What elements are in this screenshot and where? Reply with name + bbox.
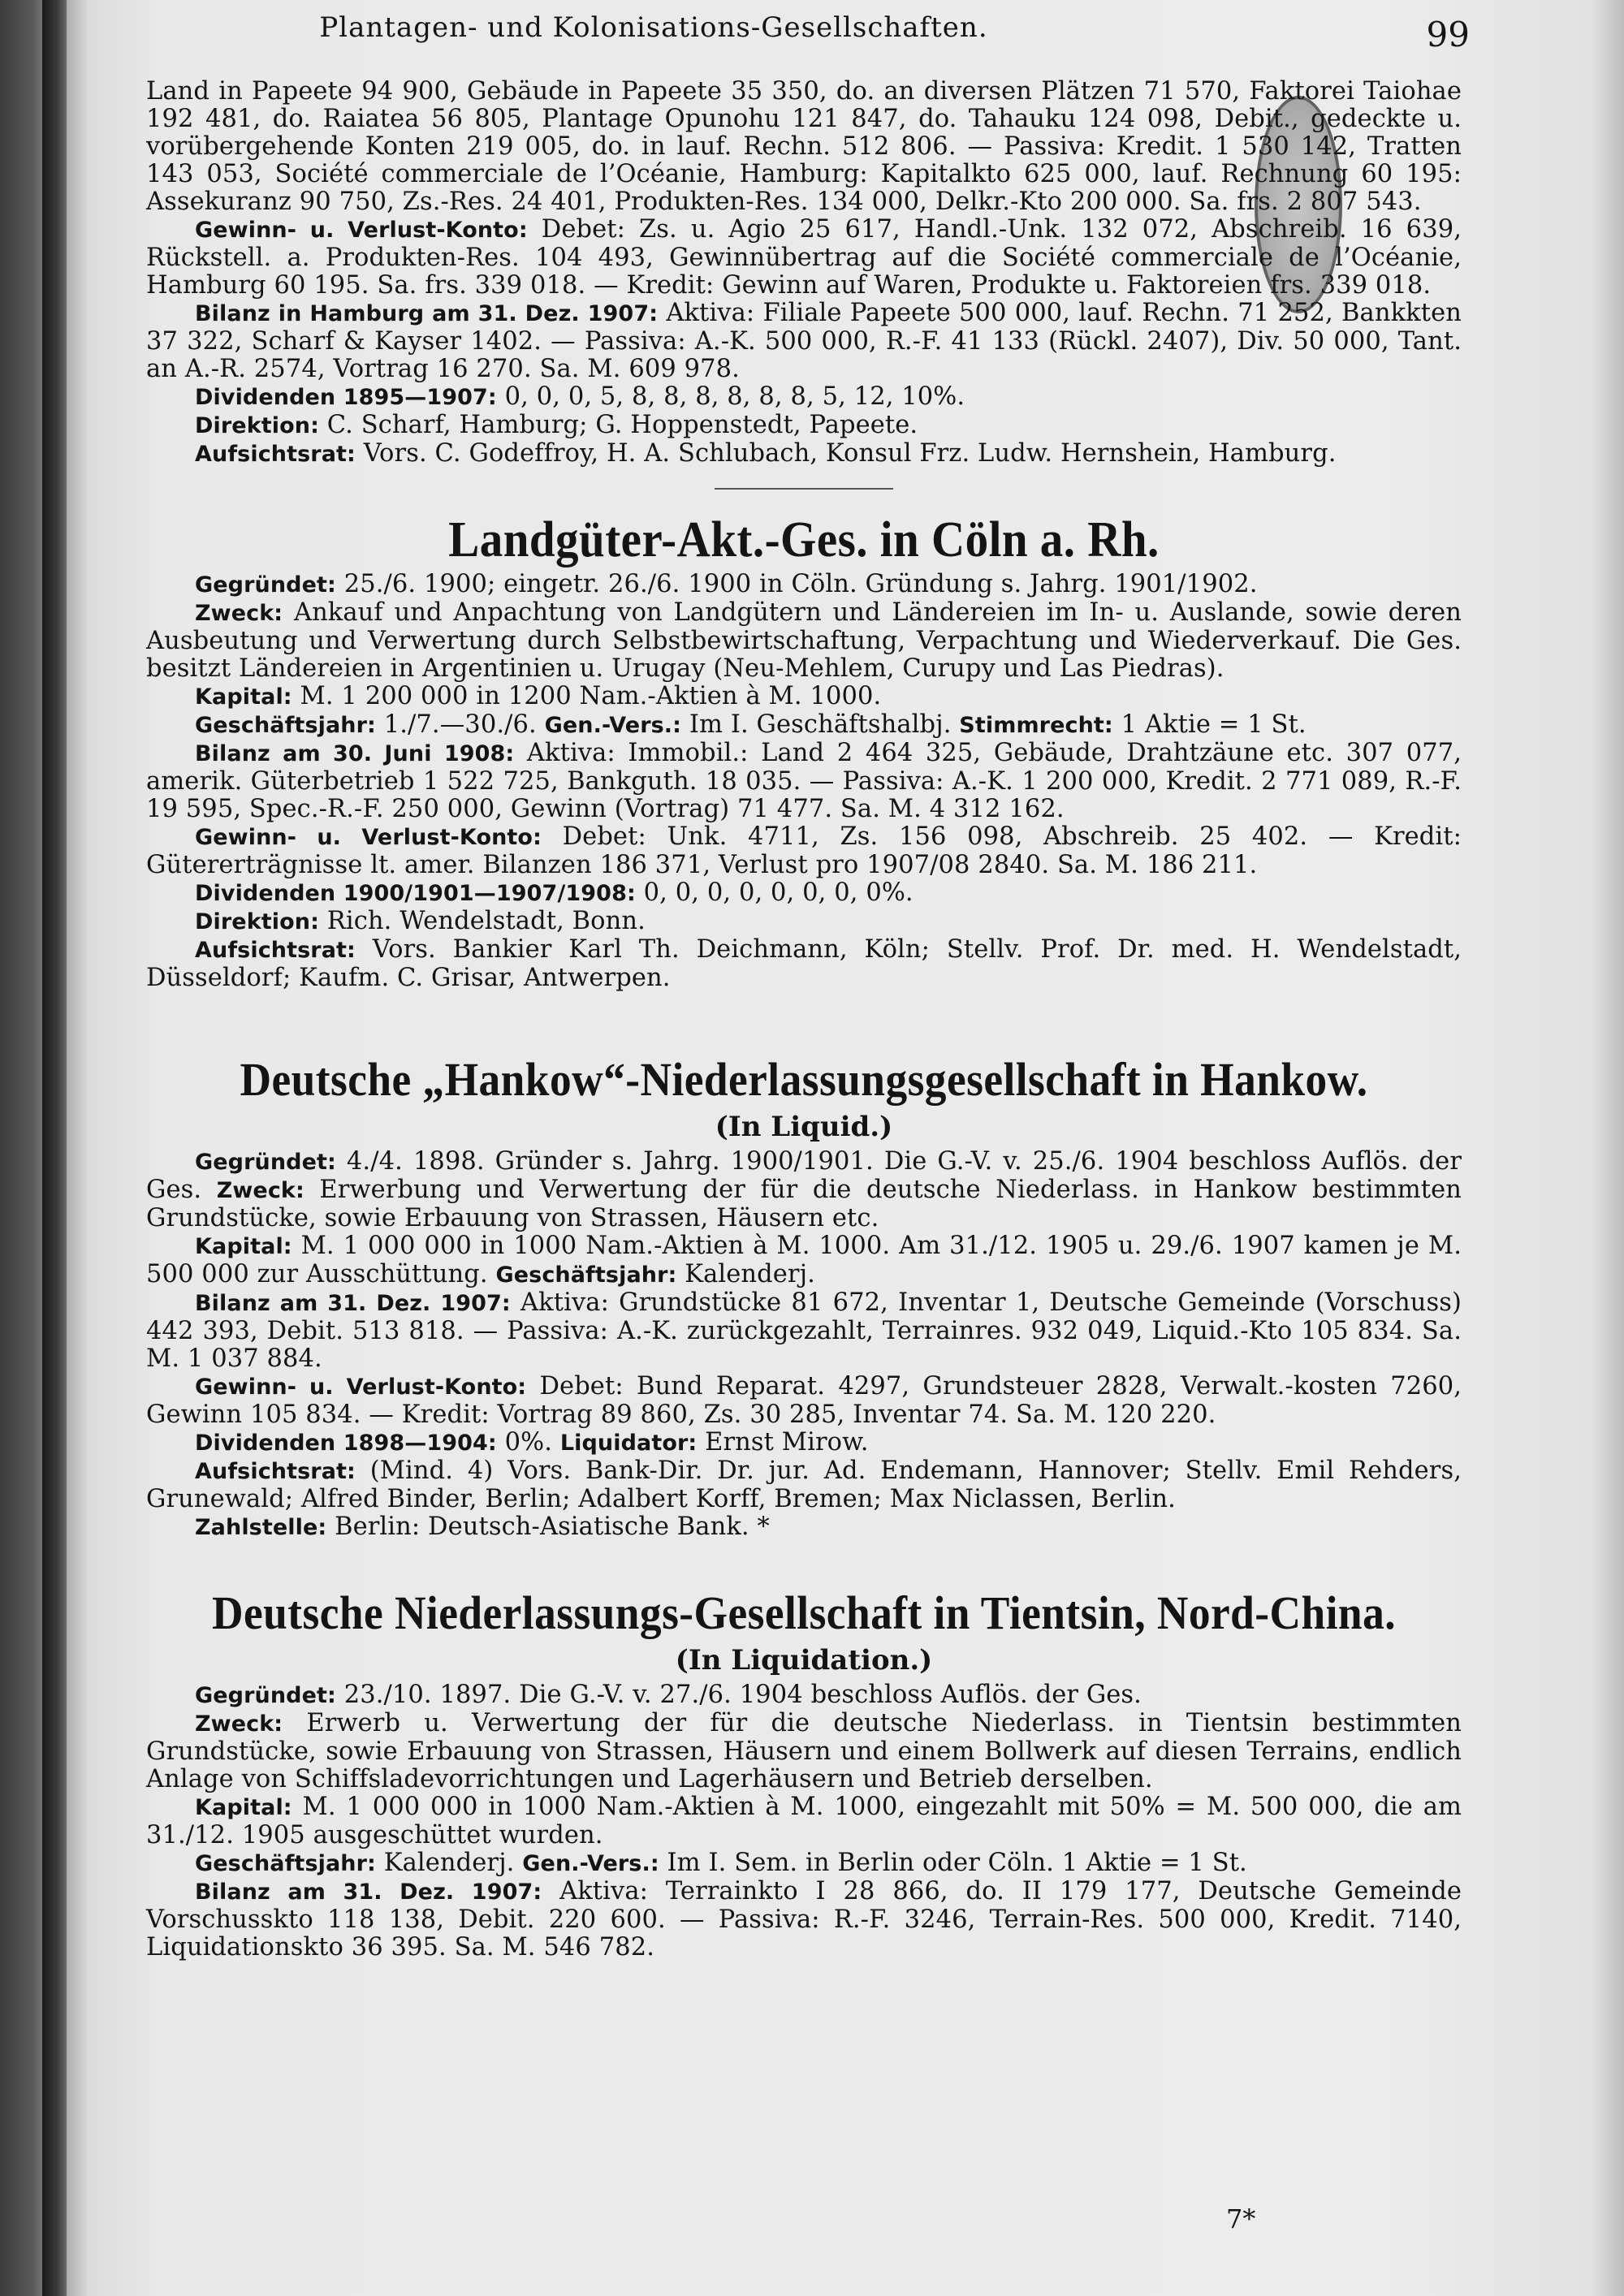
label: Kapital: <box>195 1795 292 1820</box>
capital <box>146 1793 1462 1849</box>
label: Dividenden 1895—1907: <box>195 385 497 410</box>
value: C. Scharf, Hamburg; G. Hoppenstedt, Papeete. <box>326 411 918 439</box>
balance <box>146 1289 1462 1373</box>
value: M. 1 000 000 in 1000 Nam.-Aktien à M. 1000. Am 31./12. 1905 u. 29./6. 1907 kamen je M. 500 000 zur Ausschüttung. <box>146 1232 1462 1288</box>
value: Debet: Bund Reparat. 4297, Grundsteuer 2828, Verwalt.-kosten 7260, Gewinn 105 834. — Kredit: Vortrag 89 860, Zs. 30 285, Inventar 74. Sa. M. 120 220. <box>146 1372 1462 1429</box>
label: Gen.-Vers.: <box>544 713 682 738</box>
label: Stimmrecht: <box>959 713 1113 738</box>
value: Kalenderj. <box>383 1849 515 1877</box>
value: 25./6. 1900; eingetr. 26./6. 1900 in Cöln. Gründung s. Jahrg. 1901/1902. <box>343 570 1258 598</box>
label: Gewinn- u. Verlust-Konto: <box>195 1375 527 1400</box>
label: Bilanz am 30. Juni 1908: <box>195 741 515 766</box>
entry-title: Deutsche „Hankow“-Niederlassungsgesellschaft in Hankow. <box>240 1053 1368 1106</box>
value: Im I. Geschäftshalbj. <box>689 710 952 739</box>
value: Vors. Bankier Karl Th. Deichmann, Köln; Stellv. Prof. Dr. med. H. Wendelstadt, Düsseldorf; Kaufm. C. Grisar, Antwerpen. <box>146 935 1462 992</box>
value: 0, 0, 0, 0, 0, 0, 0, 0%. <box>643 878 914 907</box>
value: Berlin: Deutsch-Asiatische Bank. * <box>335 1513 770 1541</box>
value: Rich. Wendelstadt, Bonn. <box>326 907 646 935</box>
balance <box>146 1878 1462 1962</box>
page-body <box>146 78 1462 1962</box>
value: 4./4. 1898. Gründer s. Jahrg. 1900/1901. Die G.-V. v. 25./6. 1904 beschloss Auflös. der Ges. <box>146 1147 1462 1204</box>
capital <box>146 1232 1462 1289</box>
direction <box>146 908 1462 936</box>
book-binding-edge <box>42 0 67 2296</box>
entry1-board <box>146 440 1462 468</box>
balance <box>146 740 1462 823</box>
label: Bilanz am 31. Dez. 1907: <box>195 1880 542 1905</box>
label: Dividenden 1898—1904: <box>195 1431 497 1456</box>
label: Geschäftsjahr: <box>195 1851 376 1876</box>
value: (Mind. 4) Vors. Bank-Dir. Dr. jur. Ad. Endemann, Hannover; Stellv. Emil Rehders, Grunewald; Alfred Binder, Berlin; Adalbert Korff, Bremen; Max Niclassen, Berlin. <box>146 1457 1462 1513</box>
label: Geschäftsjahr: <box>195 713 376 738</box>
label: Aufsichtsrat: <box>195 1459 356 1484</box>
value: Im I. Sem. in Berlin oder Cöln. <box>667 1849 1054 1877</box>
running-head <box>146 6 1470 55</box>
label: Direktion: <box>195 413 319 438</box>
voting-rights: 1 Aktie = 1 St. <box>1061 1849 1247 1877</box>
value: 0, 0, 0, 5, 8, 8, 8, 8, 8, 8, 5, 12, 10%. <box>504 382 965 411</box>
entry1-dividends <box>146 383 1462 412</box>
entry-tientsin <box>146 1582 1462 1962</box>
entry1-profit-loss <box>146 216 1462 300</box>
value: Vors. C. Godeffroy, H. A. Schlubach, Konsul Frz. Ludw. Hernshein, Hamburg. <box>363 439 1337 468</box>
label: Aufsichtsrat: <box>195 442 356 467</box>
value: Debet: Zs. u. Agio 25 617, Handl.-Unk. 132 072, Abschreib. 16 639, Rückstell. a. Produkten-Res. 104 493, Gewinnübertrag auf die Société commerciale de l’Océanie, Hamburg 60 195. Sa. frs. 339 018. — Kredit: Gewinn auf Waren, Produkte u. Faktoreien frs. 339 018. <box>146 215 1462 300</box>
label: Zweck: <box>216 1178 304 1203</box>
value: Aktiva: Filiale Papeete 500 000, lauf. Rechn. 71 252, Bankkten 37 322, Scharf & Kayser 1402. — Passiva: A.-K. 500 000, R.-F. 41 133 (Rückl. 2407), Div. 50 000, Tant. an A.-R. 2574, Vortrag 16 270. Sa. M. 609 978. <box>146 299 1462 383</box>
label: Aufsichtsrat: <box>195 938 356 963</box>
entry-title: Deutsche Niederlassungs-Gesellschaft in Tientsin, Nord-China. <box>211 1586 1397 1639</box>
purpose <box>146 1710 1462 1793</box>
signature-mark: 7* <box>1226 2203 1256 2234</box>
label: Liquidator: <box>559 1431 698 1456</box>
label: Gegründet: <box>195 1683 336 1708</box>
label: Gen.-Vers.: <box>522 1851 659 1876</box>
value: M. 1 200 000 in 1200 Nam.-Aktien à M. 1000. <box>300 682 882 710</box>
separator-rule <box>715 488 893 490</box>
value: Aktiva: Terrainkto I 28 866, do. II 179 177, Deutsche Gemeinde Vorschusskto 118 138, Debit. 220 600. — Passiva: R.-F. 3246, Terrain-Res. 500 000, Kredit. 7140, Liquidationskto 36 395. Sa. M. 546 782. <box>146 1877 1462 1962</box>
profit-loss <box>146 1373 1462 1429</box>
entry1-balance-continuation: Land in Papeete 94 900, Gebäude in Papeete 35 350, do. an diversen Plätzen 71 570, Faktorei Taiohae 192 481, do. Raiatea 56 805, Plantage Opunohu 121 847, do. Tahauku 124 098, Debit., gedeckte u. vorübergehende Konten 219 005, do. in lauf. Rechn. 512 806. — Passiva: Kredit. 1 530 142, Tratten 143 053, Société commerciale de l’Océanie, Hamburg: Kapitalkto 625 000, lauf. Rechnung 60 195: Assekuranz 90 750, Zs.-Res. 24 401, Produkten-Res. 134 000, Delkr.-Kto 200 000. Sa. frs. 2 807 543. <box>146 77 1462 216</box>
page-number: 99 <box>1426 15 1470 54</box>
label: Zahlstelle: <box>195 1515 327 1540</box>
value: Kalenderj. <box>685 1260 815 1288</box>
capital <box>146 683 1462 711</box>
entry-continuation <box>146 78 1462 468</box>
value: 1./7.—30./6. <box>383 710 537 739</box>
label: Direktion: <box>195 909 319 934</box>
fiscal-year <box>146 711 1462 740</box>
value: Aktiva: Grundstücke 81 672, Inventar 1, Deutsche Gemeinde (Vorschuss) 442 393, Debit. 513 818. — Passiva: A.-K. zurückgezahlt, Terrainres. 932 049, Liquid.-Kto 105 834. Sa. M. 1 037 884. <box>146 1288 1462 1373</box>
running-title: Plantagen- und Kolonisations-Gesellschaften. <box>319 11 988 44</box>
value: Aktiva: Immobil.: Land 2 464 325, Gebäude, Drahtzäune etc. 307 077, amerik. Güterbetrieb 1 522 725, Bankguth. 18 035. — Passiva: A.-K. 1 200 000, Kredit. 2 771 089, R.-F. 19 595, Spec.-R.-F. 250 000, Gewinn (Vortrag) 71 477. Sa. M. 4 312 162. <box>146 739 1462 823</box>
label: Gewinn- u. Verlust-Konto: <box>195 218 528 243</box>
founded <box>146 571 1462 599</box>
value: 1 Aktie = 1 St. <box>1121 710 1307 739</box>
entry-subtitle: (In Liquidation.) <box>675 1644 933 1677</box>
value: Erwerbung und Verwertung der für die deutsche Niederlass. in Hankow bestimmten Grundstücke, sowie Erbauung von Strassen, Häusern etc. <box>146 1176 1462 1232</box>
value: Ernst Mirow. <box>705 1428 869 1457</box>
value: Ankauf und Anpachtung von Landgütern und Ländereien im In- u. Auslande, sowie deren Ausbeutung und Verwertung durch Selbstbewirtschaftung, Verpachtung und Wiederverkauf. Die Ges. besitzt Ländereien in Argentinien u. Urugay (Neu-Mehlem, Curupy und Las Piedras). <box>146 598 1462 683</box>
value: Debet: Unk. 4711, Zs. 156 098, Abschreib. 25 402. — Kredit: Gütererträgnisse lt. amer. Bilanzen 186 371, Verlust pro 1907/08 2840. Sa. M. 186 211. <box>146 822 1462 879</box>
entry-landgueter <box>146 509 1462 992</box>
board <box>146 936 1462 992</box>
profit-loss <box>146 823 1462 879</box>
value: Erwerb u. Verwertung der für die deutsche Niederlass. in Tientsin bestimmten Grundstücke, sowie Erbauung von Strassen, Häusern und einem Bollwerk auf diesen Terrains, endlich Anlage von Schiffsladevorrichtungen und Lagerhäusern und Betrieb derselben. <box>146 1709 1462 1793</box>
purpose <box>146 599 1462 683</box>
dividends <box>146 1429 1462 1457</box>
value: M. 1 000 000 in 1000 Nam.-Aktien à M. 1000, eingezahlt mit 50% = M. 500 000, die am 31./12. 1905 ausgeschüttet wurden. <box>146 1793 1462 1849</box>
entry-hankow <box>146 1049 1462 1542</box>
founded <box>146 1681 1462 1710</box>
label: Zweck: <box>195 1711 283 1737</box>
paying-agent <box>146 1513 1462 1542</box>
label: Zweck: <box>195 601 283 626</box>
founded <box>146 1148 1462 1232</box>
board <box>146 1457 1462 1513</box>
label: Gewinn- u. Verlust-Konto: <box>195 825 542 850</box>
page-content <box>146 0 1470 2296</box>
label: Dividenden 1900/1901—1907/1908: <box>195 881 636 906</box>
label: Kapital: <box>195 684 292 710</box>
entry-title: Landgüter-Akt.-Ges. in Cöln a. Rh. <box>448 512 1160 568</box>
label: Kapital: <box>195 1234 292 1259</box>
label: Gegründet: <box>195 572 336 598</box>
value: 0%. <box>504 1428 553 1457</box>
label: Bilanz in Hamburg am 31. Dez. 1907: <box>195 301 659 326</box>
entry1-balance <box>146 300 1462 383</box>
fiscal-year <box>146 1849 1462 1878</box>
entry-subtitle: (In Liquid.) <box>715 1111 893 1143</box>
label: Bilanz am 31. Dez. 1907: <box>195 1291 511 1316</box>
label: Geschäftsjahr: <box>495 1262 677 1288</box>
label: Gegründet: <box>195 1150 336 1175</box>
dividends <box>146 879 1462 908</box>
value: 23./10. 1897. Die G.-V. v. 27./6. 1904 beschloss Auflös. der Ges. <box>343 1681 1142 1709</box>
entry1-direction <box>146 412 1462 440</box>
